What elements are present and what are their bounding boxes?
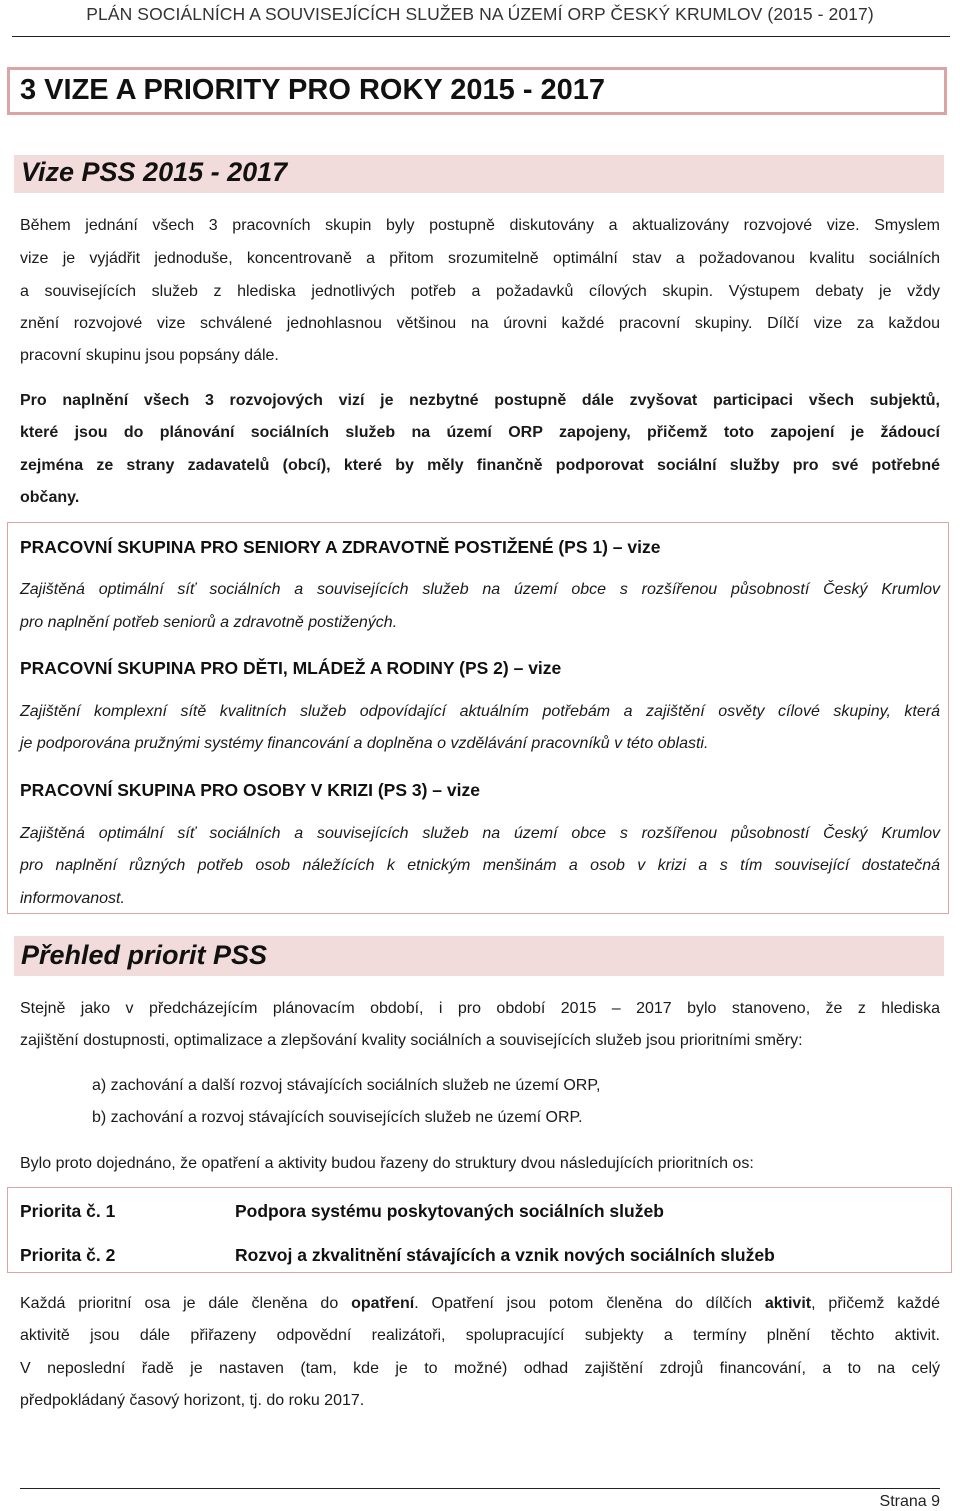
text-run: , přičemž každé xyxy=(811,1295,940,1312)
vision-heading-ps3: PRACOVNÍ SKUPINA PRO OSOBY V KRIZI (PS 3) – vize xyxy=(20,780,480,800)
paragraph-line: znění rozvojové vize schválené jednohlasnou většinou na úrovni každé pracovní skupiny. Dílčí vize za každou xyxy=(20,315,940,332)
text-run: . Opatření jsou potom členěna do dílčích xyxy=(414,1295,765,1312)
vision-text-line: Zajištěná optimální síť sociálních a souvisejících služeb na území obce s rozšířenou působností Český Krumlov xyxy=(20,825,940,842)
paragraph-line: Stejně jako v předcházejícím plánovacím období, i pro období 2015 – 2017 bylo stanoveno, že z hlediska xyxy=(20,1000,940,1017)
text-run-bold: opatření xyxy=(351,1295,415,1312)
paragraph-line: aktivitě jsou dále přiřazeny odpovědní realizátoři, spolupracující subjekty a termíny plnění těchto aktivit. xyxy=(20,1327,940,1344)
page-number: Strana 9 xyxy=(879,1493,940,1510)
paragraph-line-bold: Pro naplnění všech 3 rozvojových vizí je nezbytné postupně dále zvyšovat participaci všech subjektů, xyxy=(20,392,940,409)
paragraph-line: zajištění dostupnosti, optimalizace a zlepšování kvality sociálních a souvisejících služeb jsou prioritními směry: xyxy=(20,1032,803,1049)
paragraph-line: vize je vyjádřit jednoduše, koncentrovaně a přitom srozumitelně optimální stav a požadovanou kvalitu sociálních xyxy=(20,250,940,267)
running-header: PLÁN SOCIÁLNÍCH A SOUVISEJÍCÍCH SLUŽEB NA ÚZEMÍ ORP ČESKÝ KRUMLOV (2015 - 2017) xyxy=(86,4,874,24)
paragraph-line: a souvisejících služeb z hlediska jednotlivých potřeb a požadavků cílových skupin. Výstupem debaty je vždy xyxy=(20,283,940,300)
paragraph-line: Během jednání všech 3 pracovních skupin byly postupně diskutovány a aktualizovány rozvojové vize. Smyslem xyxy=(20,217,940,234)
priority-label: Priorita č. 2 xyxy=(20,1245,116,1265)
vision-heading-ps2: PRACOVNÍ SKUPINA PRO DĚTI, MLÁDEŽ A RODINY (PS 2) – vize xyxy=(20,658,562,678)
list-item: a) zachování a další rozvoj stávajících sociálních služeb ne území ORP, xyxy=(92,1077,601,1094)
vision-heading-ps1: PRACOVNÍ SKUPINA PRO SENIORY A ZDRAVOTNĚ POSTIŽENÉ (PS 1) – vize xyxy=(20,537,661,557)
priority-text: Rozvoj a zkvalitnění stávajících a vznik nových sociálních služeb xyxy=(235,1245,775,1265)
priority-label: Priorita č. 1 xyxy=(20,1201,116,1221)
vision-text-line: je podporována pružnými systémy financování a doplněna o vzdělávání pracovníků v této oblasti. xyxy=(20,735,709,752)
section-title-vize: Vize PSS 2015 - 2017 xyxy=(21,157,288,187)
vision-text-line: Zajištění komplexní sítě kvalitních služeb odpovídající aktuálním potřebám a zajištění osvěty cílové skupiny, která xyxy=(20,703,940,720)
vision-text-line: pro naplnění různých potřeb osob náležících k etnickým menšinám a osob v krizi a s tím související dostatečná xyxy=(20,857,940,874)
paragraph-line: předpokládaný časový horizont, tj. do roku 2017. xyxy=(20,1392,365,1409)
section-title-priority: Přehled priorit PSS xyxy=(21,940,268,970)
paragraph-line: V neposlední řadě je nastaven (tam, kde je to možné) odhad zajištění zdrojů financování, a to na celý xyxy=(20,1360,940,1377)
paragraph-line-bold: které jsou do plánování sociálních služeb na území ORP zapojeny, přičemž toto zapojení je žádoucí xyxy=(20,424,940,441)
paragraph-line-bold: občany. xyxy=(20,489,80,506)
paragraph-line: Bylo proto dojednáno, že opatření a aktivity budou řazeny do struktury dvou následujících prioritních os: xyxy=(20,1155,754,1172)
vision-text-line: Zajištěná optimální síť sociálních a souvisejících služeb na území obce s rozšířenou působností Český Krumlov xyxy=(20,581,940,598)
vision-text-line: pro naplnění potřeb seniorů a zdravotně postižených. xyxy=(20,614,398,631)
text-run: Každá prioritní osa je dále členěna do xyxy=(20,1295,352,1312)
vision-text-line: informovanost. xyxy=(20,890,125,907)
priority-text: Podpora systému poskytovaných sociálních služeb xyxy=(235,1201,664,1221)
list-item: b) zachování a rozvoj stávajících souvisejících služeb ne území ORP. xyxy=(92,1109,583,1126)
text-run-bold: aktivit xyxy=(764,1295,812,1312)
footer-rule xyxy=(20,1488,940,1489)
header-rule xyxy=(12,36,950,37)
paragraph-line xyxy=(20,1296,940,1312)
chapter-title: 3 VIZE A PRIORITY PRO ROKY 2015 - 2017 xyxy=(20,74,606,106)
paragraph-line: pracovní skupinu jsou popsány dále. xyxy=(20,347,279,364)
paragraph-line-bold: zejména ze strany zadavatelů (obcí), které by měly finančně podporovat sociální služby pro své potřebné xyxy=(20,457,940,474)
